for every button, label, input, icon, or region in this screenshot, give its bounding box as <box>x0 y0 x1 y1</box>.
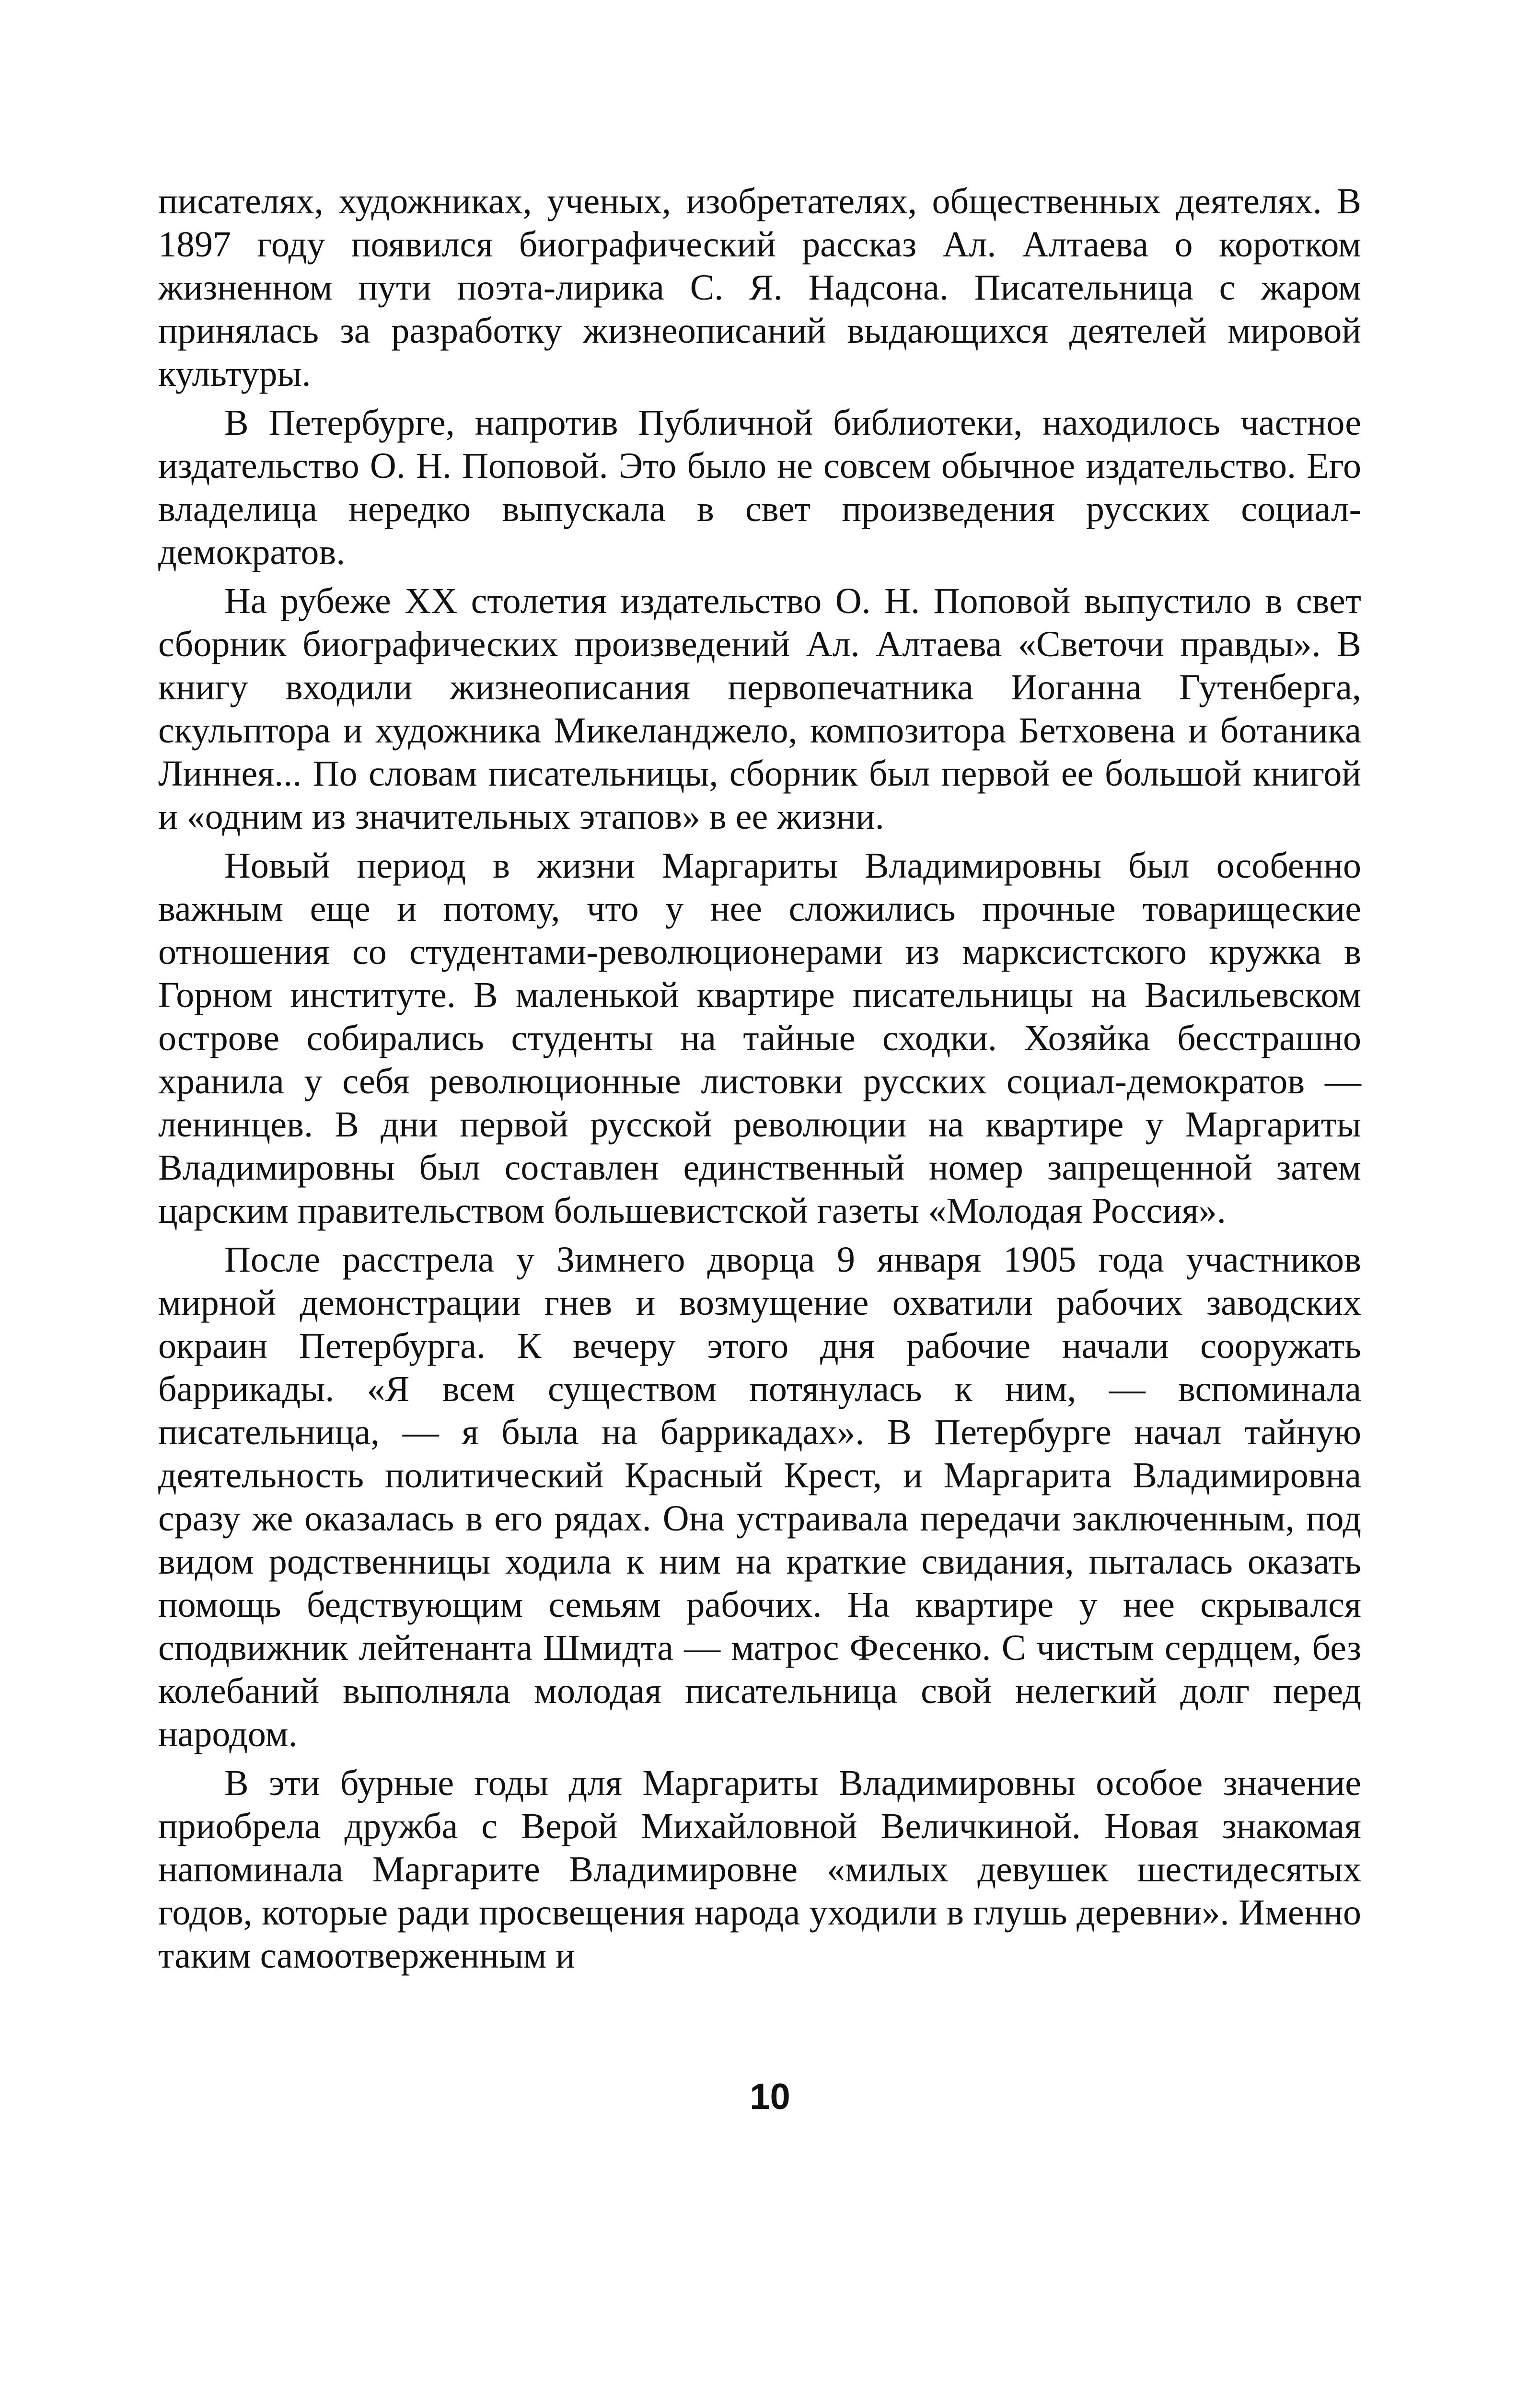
page-number: 10 <box>750 2076 790 2117</box>
paragraph-6: В эти бурные годы для Маргариты Владимировны особое значение приобрела дружба с Верой Михайловной Величкиной. Новая знакомая напоминала Маргарите Владимировне «милых девушек шестидесятых годов, которые ради просвещения народа уходили в глушь деревни». Именно таким самоотверженным и <box>158 1763 1361 1976</box>
paragraph-4: Новый период в жизни Маргариты Владимировны был особенно важным еще и потому, что у нее сложились прочные товарищеские отношения со студентами-революционерами из марксистского кружка в Горном институте. В маленькой квартире писательницы на Васильевском острове собирались студенты на тайные сходки. Хозяйка бесстрашно хранила у себя революционные листовки русских социал-демократов — ленинцев. В дни первой русской революции на квартире у Маргариты Владимировны был составлен единственный номер запрещенной затем царским правительством большевистской газеты «Молодая Россия». <box>158 846 1361 1231</box>
paragraph-2: В Петербурге, напротив Публичной библиотеки, находилось частное издательство О. Н. Поповой. Это было не совсем обычное издательство. Его владелица нередко выпускала в свет произведения русских социал-демократов. <box>158 403 1361 572</box>
paragraph-5: После расстрела у Зимнего дворца 9 января 1905 года участников мирной демонстрации гнев и возмущение охватили рабочих заводских окраин Петербурга. К вечеру этого дня рабочие начали сооружать баррикады. «Я всем существом потянулась к ним, — вспоминала писательница, — я была на баррикадах». В Петербурге начал тайную деятельность политический Красный Крест, и Маргарита Владимировна сразу же оказалась в его рядах. Она устраивала передачи заключенным, под видом родственницы ходила к ним на краткие свидания, пыталась оказать помощь бедствующим семьям рабочих. На квартире у нее скрывался сподвижник лейтенанта Шмидта — матрос Фесенко. С чистым сердцем, без колебаний выполняла молодая писательница свой нелегкий долг перед народом. <box>158 1240 1361 1754</box>
paragraph-1: писателях, художниках, ученых, изобретателях, общественных деятелях. В 1897 году появился биографический рассказ Ал. Алтаева о коротком жизненном пути поэта-лирика С. Я. Надсона. Писательница с жаром принялась за разработку жизнеописаний выдающихся деятелей мировой культуры. <box>158 181 1361 394</box>
body-text <box>158 180 1361 1977</box>
paragraph-3: На рубеже XX столетия издательство О. Н. Поповой выпустило в свет сборник биографических произведений Ал. Алтаева «Светочи правды». В книгу входили жизнеописания первопечатника Иоганна Гутенберга, скульптора и художника Микеланджело, композитора Бетховена и ботаника Линнея... По словам писательницы, сборник был первой ее большой книгой и «одним из значительных этапов» в ее жизни. <box>158 581 1361 837</box>
